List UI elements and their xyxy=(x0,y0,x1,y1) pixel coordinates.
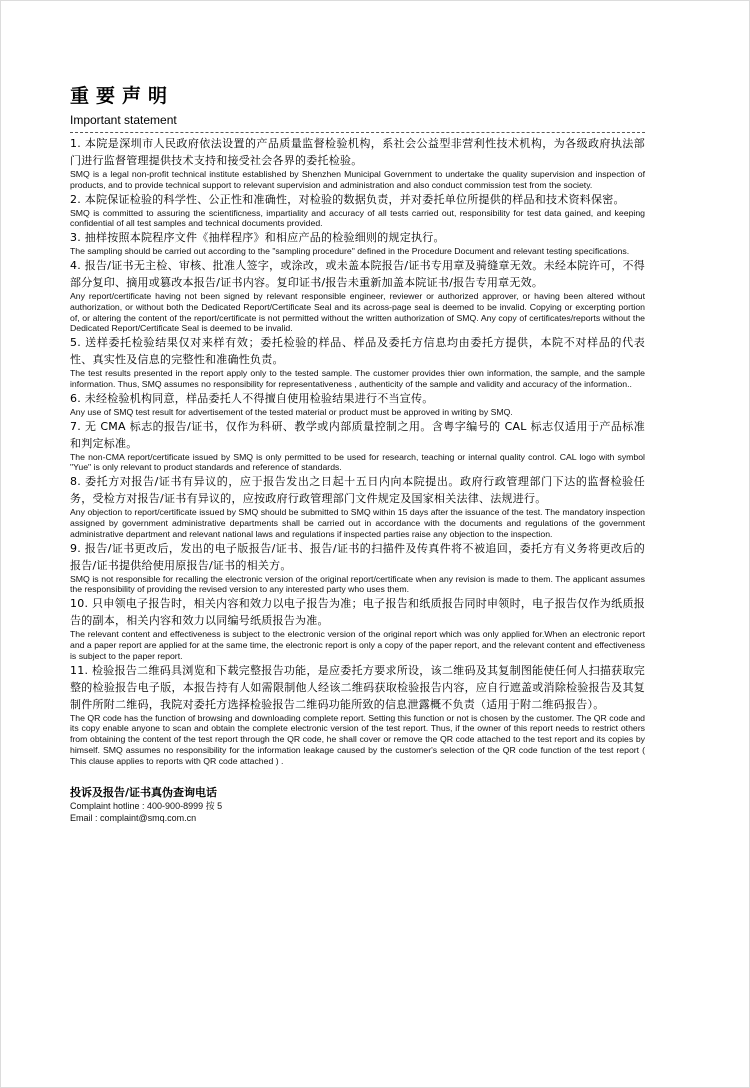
statement-item-5 xyxy=(70,334,645,390)
statement-text-en: SMQ is committed to assuring the scientificness, impartiality and accuracy of all tests carried out, responsibility for test data gained, and keeping confidential of all test samples and technical documents provided. xyxy=(70,207,645,229)
complaint-title: 投诉及报告/证书真伪查询电话 xyxy=(70,785,218,799)
statement-text-en: SMQ is not responsible for recalling the electronic version of the original report/certificate when any revision is made to them. The applicant assumes the responsibility of providing the revised version to any interested party who uses them. xyxy=(70,573,645,595)
statement-item-4 xyxy=(70,257,645,334)
statement-list xyxy=(70,135,645,767)
complaint-email: Email : complaint@smq.com.cn xyxy=(70,812,197,823)
dashed-divider xyxy=(70,132,645,133)
statement-item-7 xyxy=(70,418,645,474)
statement-text-en: The test results presented in the report apply only to the tested sample. The customer provides thier own information, the sample, and the sample information. Thus, SMQ assumes no responsibility for representativeness , authenticity of the sample and validity and accuracy of the information.. xyxy=(70,368,645,389)
statement-text-cn: 7. 无 CMA 标志的报告/证书，仅作为科研、教学或内部质量控制之用。含粤字编号的 CAL 标志仅适用于产品标准和判定标准。 xyxy=(70,419,645,450)
statement-text-en: The QR code has the function of browsing and downloading complete report. Setting this function or not is chosen by the customer. The QR code and its copy enable anyone to scan and obtain the complete electronic version of the test report. Thus, if the owner of this report needs to restrict others from obtaining the content of the test report through the QR code, he shall cover or remove the QR code attached to the test report and its copies by himself. SMQ assumes no responsibility for the information leakage caused by the customer's selection of the QR code function of the test report ( This clause applies to reports with QR code attached ) . xyxy=(70,712,645,766)
statement-text-cn: 11. 检验报告二维码具浏览和下载完整报告功能，是应委托方要求所设，该二维码及其复制图能使任何人扫描获取完整的检验报告电子版，本报告持有人如需限制他人经该二维码获取检验报告内容，应自行遮盖或消除检验报告及其复制件所附二维码，我院对委托方选择检验报告二维码功能所致的信息泄露概不负责（适用于附二维码报告）。 xyxy=(70,663,645,711)
statement-text-cn: 9. 报告/证书更改后，发出的电子版报告/证书、报告/证书的扫描件及传真件将不被追回，委托方有义务将更改后的报告/证书提供给使用原报告/证书的相关方。 xyxy=(70,541,645,572)
complaint-hotline: Complaint hotline : 400-900-8999 按 5 xyxy=(70,800,223,811)
page-title-cn: 重要声明 xyxy=(70,85,175,107)
statement-text-en: Any report/certificate having not been signed by relevant responsible engineer, reviewer or authorized approver, or having been altered without authorization, or without both the Dedicated Report/Certificate Seal and its across-page seal is deemed to be invalid. Copying or excerpting portion of, or altering the content of the report/certificate is not permitted without the written authorization of SMQ. Any copy of certificates/reports without the Dedicated Report/Certificate Seal is deemed to be invalid. xyxy=(70,290,645,334)
statement-text-cn: 1. 本院是深圳市人民政府依法设置的产品质量监督检验机构，系社会公益型非营利性技术机构，为各级政府执法部门进行监督管理提供技术支持和接受社会各界的委托检验。 xyxy=(70,137,645,167)
complaint-contact xyxy=(70,785,645,824)
statement-text-en: The non-CMA report/certificate issued by SMQ is only permitted to be used for research, teaching or internal quality control. CAL logo with symbol "Yue" is only relevant to product standards and reference of standards. xyxy=(70,451,645,473)
statement-text-cn: 8. 委托方对报告/证书有异议的，应于报告发出之日起十五日内向本院提出。政府行政管理部门下达的监督检验任务，受检方对报告/证书有异议的，应按政府行政管理部门文件规定及国家相关法律、法规进行。 xyxy=(70,475,645,506)
statement-text-en: Any use of SMQ test result for advertisement of the tested material or product must be approved in writing by SMQ. xyxy=(70,406,513,417)
statement-text-en: The relevant content and effectiveness is subject to the electronic version of the original report which was only applied for.When an electronic report and a paper report are applied for at the same time, the electronic report is only a copy of the paper report, and the relevant content and effectiveness is subject to the paper report. xyxy=(70,629,645,661)
statement-document xyxy=(70,83,645,824)
statement-text-cn: 5. 送样委托检验结果仅对来样有效；委托检验的样品、样品及委托方信息均由委托方提供，本院不对样品的代表性、真实性及信息的完整性和准确性负责。 xyxy=(70,336,645,367)
statement-item-3 xyxy=(70,229,645,257)
statement-text-cn: 6. 未经检验机构同意，样品委托人不得擅自使用检验结果进行不当宣传。 xyxy=(70,391,434,405)
statement-item-2 xyxy=(70,191,645,230)
statement-text-cn: 4. 报告/证书无主检、审核、批准人签字，或涂改，或未盖本院报告/证书专用章及骑缝章无效。未经本院许可，不得部分复印、摘用或篡改本报告/证书内容。复印证书/报告未重新加盖本院证书/报告专用章无效。 xyxy=(70,258,645,289)
page-title-en: Important statement xyxy=(70,113,177,127)
statement-item-8 xyxy=(70,473,645,539)
statement-text-cn: 10. 只申领电子报告时，相关内容和效力以电子报告为准；电子报告和纸质报告同时申领时，电子报告仅作为纸质报告的副本，相关内容和效力以同编号纸质报告为准。 xyxy=(70,597,645,628)
statement-text-en: SMQ is a legal non-profit technical institute established by Shenzhen Municipal Government to undertake the quality supervision and inspection of products, and to provide technical support to relevant supervision and administration and also conduct commission test from the society. xyxy=(70,169,645,190)
statement-text-en: Any objection to report/certificate issued by SMQ should be submitted to SMQ within 15 days after the issuance of the test. The mandatory inspection assigned by government administrative departments shall be carried out in accordance with the documents and regulations of the government administrative department and relevant national laws and regulations if inspected parties raise any objection to the inspection. xyxy=(70,507,645,539)
statement-item-9 xyxy=(70,540,645,596)
statement-text-cn: 2. 本院保证检验的科学性、公正性和准确性，对检验的数据负责，并对委托单位所提供的样品和技术资料保密。 xyxy=(70,192,625,206)
statement-text-cn: 3. 抽样按照本院程序文件《抽样程序》和相应产品的检验细则的规定执行。 xyxy=(70,231,445,245)
statement-text-en: The sampling should be carried out according to the "sampling procedure" defined in the Procedure Document and relevant testing specifications. xyxy=(70,246,630,257)
statement-item-10 xyxy=(70,595,645,661)
statement-item-11 xyxy=(70,662,645,767)
statement-item-1 xyxy=(70,135,645,191)
statement-item-6 xyxy=(70,390,645,418)
